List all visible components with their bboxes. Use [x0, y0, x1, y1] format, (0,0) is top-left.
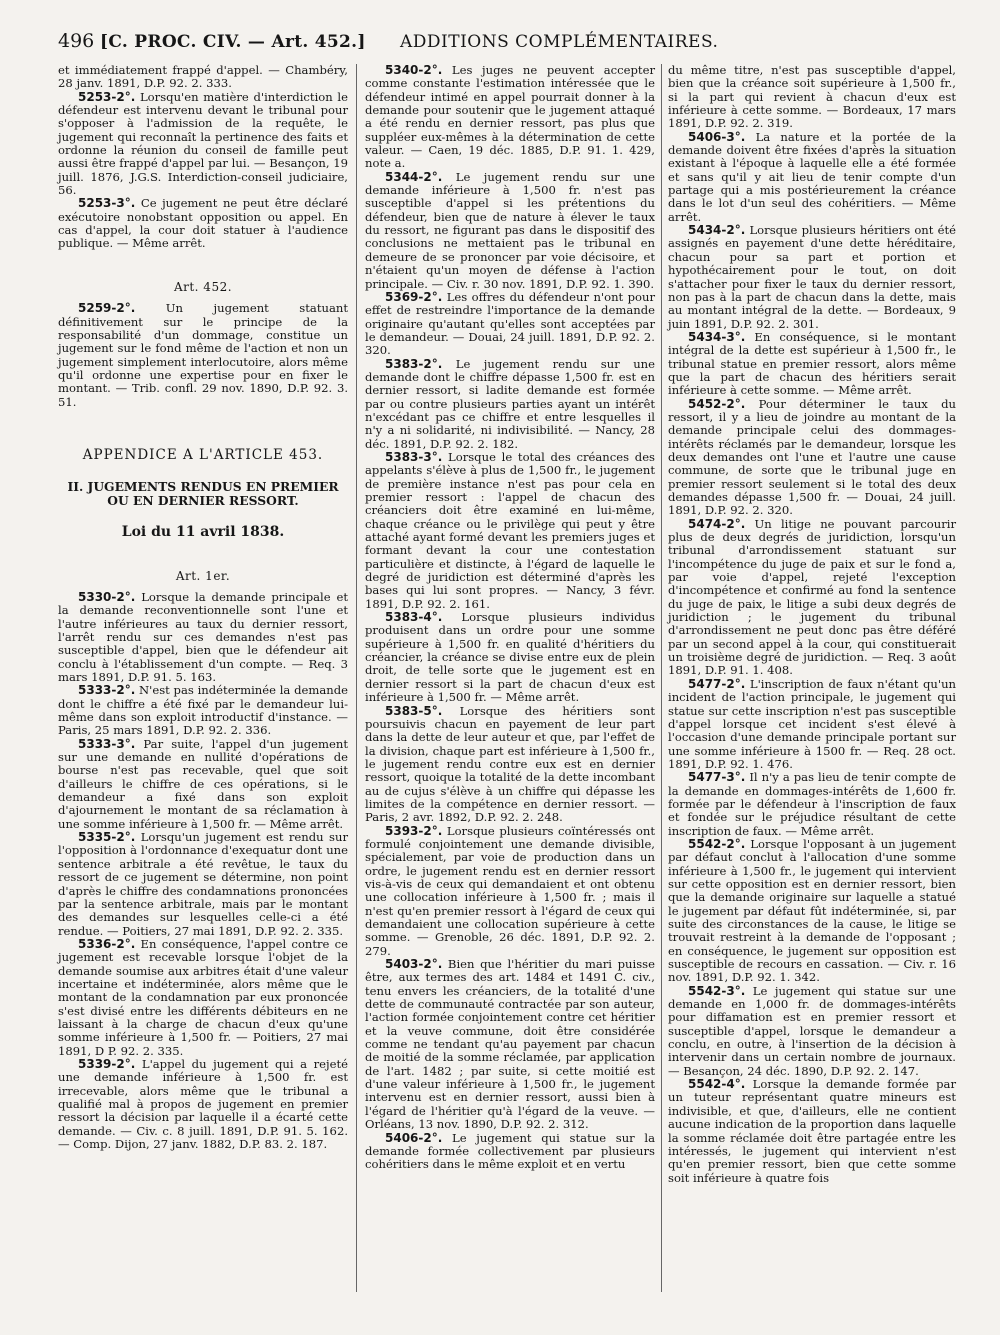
paragraph-text: Lorsque la demande formée par un tuteur représentant quatre mineurs est indivisible, et que, d'ailleurs, elle ne contient aucune indication de la proportion dans laquelle la somme réclamée doit être partagée entre les intéressés, le jugement qui intervient n'est qu'en premier ressort, bien que cette somme soit inférieure à quatre fois	[668, 1077, 957, 1185]
paragraph-number: 5542-3°.	[688, 983, 746, 998]
paragraph-text: En conséquence, si le montant intégral de la dette est supérieur à 1,500 fr., le tribunal statue en premier ressort, alors même que la part de chacun des héritiers serait inférieure à cette somme. — Même arrêt.	[668, 329, 957, 398]
paragraph-text: Le jugement rendu sur une demande dont le chiffre dépasse 1,500 fr. est en dernier ressort, si ladite demande est formée par ou contre plusieurs parties ayant un intérêt n'excédant pas ce chiffre et entre lesquelles il n'y a ni solidarité, ni indivisibilité. — Nancy, 28 déc. 1891, D.P. 92. 2. 182.	[365, 356, 656, 451]
paragraph	[365, 958, 655, 1131]
paragraph	[365, 705, 655, 825]
paragraph-number: 5477-2°.	[688, 676, 746, 691]
paragraph-number: 5474-2°.	[688, 516, 746, 531]
paragraph-text: N'est pas indéterminée la demande dont le chiffre a été fixé par le demandeur lui-même dans son exploit introductif d'instance. — Paris, 25 mars 1891, D.P. 92. 2. 336.	[58, 683, 349, 738]
paragraph-number: 5253-2°.	[78, 89, 136, 104]
spacer	[58, 251, 348, 281]
paragraph-text: Pour déterminer le taux du ressort, il y a lieu de joindre au montant de la demande principale celui des dommages-intérêts réclamés par le demandeur, lorsque les deux demandes ont l'une et l'autre une cause commune, de sorte que le tribunal juge en premier ressort seulement si le total des deux demandes dépasse 1,500 fr. — Douai, 24 juill. 1891, D.P. 92. 2. 320.	[668, 396, 957, 518]
column-rule	[356, 64, 357, 1292]
column-rule	[661, 64, 662, 1292]
spacer	[58, 540, 348, 570]
paragraph-number: 5336-2°.	[78, 936, 136, 951]
paragraph	[365, 611, 655, 704]
paragraph	[668, 1078, 956, 1185]
paragraph-number: 5339-2°.	[78, 1056, 136, 1071]
paragraph-text: Lorsque des héritiers sont poursuivis chacun en payement de leur part dans la dette de leur auteur et que, par l'effet de la division, chaque part est inférieure à 1,500 fr., le jugement rendu contre eux est en dernier ressort, quoique la totalité de la dette incombant au de cujus s'élève à un chiffre qui dépasse les limites de la compétence en dernier ressort. — Paris, 2 avr. 1892, D.P. 92. 2. 248.	[365, 703, 655, 825]
paragraph-text: L'inscription de faux n'étant qu'un incident de l'action principale, le jugement qui statue sur cette inscription n'est pas susceptible d'appel lorsque cet incident s'est élevé à l'occasion d'une demande principale portant sur une somme inférieure à 1500 fr. — Req. 28 oct. 1891, D.P. 92. 1. 476.	[668, 676, 956, 771]
paragraph	[668, 678, 956, 771]
paragraph-text: Lorsqu'un jugement est rendu sur l'opposition à l'ordonnance d'exequatur dont une sentence arbitrale a été revêtue, le taux du ressort de ce jugement se détermine, non point d'après le chiffre des condamnations prononcées par la sentence arbitrale, mais par le montant des demandes sur lesquelles celle-ci a été rendue. — Poitiers, 27 mai 1891, D.P. 92. 2. 335.	[58, 830, 348, 938]
paragraph	[668, 985, 956, 1078]
paragraph-text: Le jugement qui statue sur la demande formée collectivement par plusieurs cohéritiers dans le même exploit et en vertu	[365, 1130, 656, 1172]
paragraph-text: Lorsque plusieurs héritiers ont été assignés en payement d'une dette héréditaire, chacun pour sa part et portion et hypothécairement pour le tout, on doit s'attacher pour fixer le taux du dernier ressort, non pas à la part de chacun dans la dette, mais au montant intégral de la dette. — Bordeaux, 9 juin 1891, D.P. 92. 2. 301.	[668, 223, 956, 331]
paragraph-text: Ce jugement ne peut être déclaré exécutoire nonobstant opposition ou appel. En cas d'appel, la cour doit statuer à l'audience publique. — Même arrêt.	[58, 196, 348, 251]
paragraph-text: Lorsque plusieurs coïntéressés ont formulé conjointement une demande divisible, spécialement, par voie de production dans un ordre, le jugement rendu est en dernier ressort vis-à-vis de ceux qui demandaient et ont obtenu une collocation inférieure à 1,500 fr. ; mais il n'est qu'en premier ressort à l'égard de ceux qui demandaient une collocation supérieure à cette somme. — Grenoble, 26 déc. 1891, D.P. 92. 2. 279.	[365, 823, 655, 958]
paragraph-number: 5340-2°.	[385, 63, 443, 77]
paragraph-text: du même titre, n'est pas susceptible d'appel, bien que la créance soit supérieure à 1,500 fr., si la part qui revient à chacun d'eux est inférieure à cette somme. — Bordeaux, 17 mars 1891, D.P. 92. 2. 319.	[668, 63, 956, 131]
paragraph-number: 5383-2°.	[385, 356, 443, 371]
paragraph-number: 5452-2°.	[688, 396, 746, 411]
paragraph-number: 5259-2°.	[78, 301, 136, 316]
paragraph	[668, 398, 956, 518]
paragraph	[365, 451, 655, 611]
paragraph-number: 5403-2°.	[385, 957, 443, 972]
column-left	[58, 64, 348, 1151]
paragraph	[668, 224, 956, 331]
paragraph-number: 5406-3°.	[688, 129, 746, 144]
paragraph-text: Lorsqu'en matière d'interdiction le défendeur est intervenu devant le tribunal pour s'opposer à l'admission de la requête, le jugement qui reconnaît la pertinence des faits et ordonne la réunion du conseil de famille peut aussi être frappé d'appel par lui. — Besançon, 19 juill. 1876, J.G.S. Interdiction-conseil judiciaire, 56.	[58, 89, 348, 198]
paragraph-number: 5330-2°.	[78, 589, 136, 604]
paragraph-text: Le jugement qui statue sur une demande en 1,000 fr. de dommages-intérêts pour diffamation est en premier ressort et susceptible d'appel, lorsque le demandeur a conclu, en outre, à l'insertion de la décision à intervenir dans un certain nombre de journaux. — Besançon, 24 déc. 1890, D.P. 92. 2. 147.	[668, 983, 957, 1078]
paragraph	[365, 358, 655, 451]
appendix-heading: APPENDICE A L'ARTICLE 453.	[82, 446, 324, 463]
paragraph	[668, 64, 956, 131]
paragraph-text: L'appel du jugement qui a rejeté une demande inférieure à 1,500 fr. est irrecevable, alors même que le tribunal a qualifié mal à propos de jugement en premier ressort la décision par laquelle il a écarté cette demande. — Civ. c. 8 juill. 1891, D.P. 91. 5. 162. — Comp. Dijon, 27 janv. 1882, D.P. 83. 2. 187.	[58, 1056, 349, 1152]
paragraph	[58, 1058, 348, 1151]
paragraph-text: Bien que l'héritier du mari puisse être, aux termes des art. 1484 et 1491 C. civ., tenu envers les créanciers, de la totalité d'une dette de communauté contractée par son auteur, l'action formée conjointement contre cet héritier et la veuve commune, doit être considérée comme ne tendant qu'au payement par chacun de moitié de la somme réclamée, par application de l'art. 1482 ; par suite, si cette moitié est d'une valeur inférieure à 1,500 fr., le jugement intervenu est en dernier ressort, aussi bien à l'égard de l'héritier qu'à l'égard de la veuve. — Orléans, 13 nov. 1890, D.P. 92. 2. 312.	[365, 957, 655, 1132]
paragraph	[58, 738, 348, 831]
paragraph-number: 5406-2°.	[385, 1130, 443, 1145]
paragraph-text: Le jugement rendu sur une demande inférieure à 1,500 fr. n'est pas susceptible d'appel si les prétentions du défendeur, bien que de nature à élever le taux du ressort, ne figurant pas dans le dispositif des conclusions ne mettaient pas le tribunal en demeure de se prononcer par voie décisoire, et n'étaient qu'un moyen de défense à l'action principale. — Civ. r. 30 nov. 1891, D.P. 92. 1. 390.	[365, 169, 656, 291]
article-heading: Art. 1er.	[175, 568, 231, 583]
paragraph	[58, 302, 348, 409]
paragraph-text: En conséquence, l'appel contre ce jugement est recevable lorsque l'objet de la demande soumise aux arbitres était d'une valeur incertaine et indéterminée, alors même que le montant de la condamnation par eux prononcée s'est divisé entre les différents débiteurs en ne laissant à la charge de chacun d'eux qu'une somme inférieure à 1,500 fr. — Poitiers, 27 mai 1891, D P. 92. 2. 335.	[58, 936, 349, 1058]
column-right	[668, 64, 956, 1185]
section-title: ADDITIONS COMPLÉMENTAIRES.	[400, 32, 719, 52]
paragraph-text: La nature et la portée de la demande doivent être fixées d'après la situation existant à l'époque à laquelle elle a été formée et sans qu'il y ait lieu de tenir compte d'un partage qui a mis postérieurement la créance dans le lot d'un seul des cohéritiers. — Même arrêt.	[668, 129, 957, 224]
running-title: [C. PROC. CIV. — Art. 452.]	[100, 32, 366, 52]
chapter-heading: II. JUGEMENTS RENDUS EN PREMIER OU EN DERNIER RESSORT.	[67, 479, 339, 509]
paragraph	[58, 91, 348, 198]
paragraph-text: Lorsque la demande principale et la demande reconventionnelle sont l'une et l'autre inférieures au taux du dernier ressort, l'arrêt rendu sur ces demandes n'est pas susceptible d'appel, bien que le défendeur ait conclu à l'établissement d'un compte. — Req. 3 mars 1891, D.P. 91. 5. 163.	[58, 589, 349, 684]
paragraph-number: 5333-2°.	[78, 683, 136, 698]
paragraph-number: 5383-5°.	[385, 703, 443, 718]
page-header	[58, 30, 944, 60]
paragraph	[668, 518, 956, 678]
paragraph-text: Par suite, l'appel d'un jugement sur une demande en nullité d'opérations de bourse n'est pas recevable, quel que soit d'ailleurs le chiffre de ces opérations, si le demandeur a fixé dans son exploit d'ajournement le montant de sa réclamation à une somme inférieure à 1,500 fr. — Même arrêt.	[58, 736, 348, 831]
paragraph-number: 5542-2°.	[688, 836, 746, 851]
article-heading: Art. 452.	[173, 279, 233, 294]
paragraph-text: Les juges ne peuvent accepter comme constante l'estimation intéressée que le défendeur intimé en appel pourrait donner à la demande pour soutenir que le jugement attaqué a été rendu en dernier ressort, pas plus que suppléer eux-mêmes à la détermination de cette valeur. — Caen, 19 déc. 1885, D.P. 91. 1. 429, note a.	[365, 63, 655, 171]
paragraph-number: 5383-3°.	[385, 449, 443, 464]
column-middle	[365, 64, 655, 1172]
paragraph	[58, 938, 348, 1058]
paragraph	[58, 64, 348, 91]
spacer	[58, 462, 348, 480]
paragraph-text: Il n'y a pas lieu de tenir compte de la demande en dommages-intérêts de 1,600 fr. formée par le défendeur à l'inscription de faux et fondée sur le préjudice résultant de cette inscription de faux. — Même arrêt.	[668, 770, 957, 838]
paragraph	[58, 591, 348, 684]
paragraph-text: Lorsque plusieurs individus produisent dans un ordre pour une somme supérieure à 1,500 fr. en qualité d'héritiers du créancier, la créance se divise entre eux de plein droit, de telle sorte que le jugement est en dernier ressort si la part de chacun d'eux est inférieure à 1,500 fr. — Même arrêt.	[365, 610, 656, 705]
law-title: Loi du 11 avril 1838.	[121, 524, 285, 541]
page-number: 496	[58, 30, 95, 52]
paragraph-number: 5335-2°.	[78, 830, 136, 845]
paragraph-number: 5477-3°.	[688, 770, 746, 785]
paragraph	[58, 197, 348, 250]
paragraph-number: 5393-2°.	[385, 823, 443, 838]
paragraph	[668, 131, 956, 224]
paragraph-text: Lorsque le total des créances des appelants s'élève à plus de 1,500 fr., le jugement de première instance n'est pas pour cela en premier ressort : l'appel de chacun des créanciers doit être examiné en lui-même, chaque créance ou le privilège qui peut y être attaché ayant formé devant les premiers juges et formant devant la cour une contestation particulière et distincte, à l'égard de laquelle le degré de juridiction est déterminé d'après les bases qui lui sont propres. — Nancy, 3 févr. 1891, D.P. 92. 2. 161.	[365, 449, 655, 611]
paragraph	[58, 684, 348, 737]
paragraph-number: 5434-2°.	[688, 223, 746, 238]
paragraph	[365, 825, 655, 958]
paragraph	[668, 838, 956, 985]
paragraph-number: 5542-4°.	[688, 1077, 746, 1092]
paragraph	[365, 64, 655, 171]
paragraph-text: Lorsque l'opposant à un jugement par défaut conclut à l'allocation d'une somme inférieure à 1,500 fr., le jugement qui intervient sur cette opposition est en dernier ressort, bien que la demande originaire sur laquelle a statué le jugement par défaut fût indéterminée, si, par suite des circonstances de la cause, le litige se trouvait restreint à la demande de l'opposant ; en conséquence, le jugement sur opposition est susceptible de recours en cassation. — Civ. r. 16 nov. 1891, D.P. 92. 1. 342.	[668, 836, 956, 985]
paragraph-text: Un jugement statuant définitivement sur le principe de la responsabilité d'un dommage, constitue un jugement sur le fond même de l'action et non un jugement simplement interlocutoire, alors même qu'il ordonne une expertise pour en fixer le montant. — Trib. confl. 29 nov. 1890, D.P. 92. 3. 51.	[58, 301, 348, 409]
paragraph	[365, 171, 655, 291]
paragraph	[668, 331, 956, 398]
paragraph-number: 5383-4°.	[385, 610, 443, 625]
paragraph-number: 5369-2°.	[385, 289, 443, 304]
paragraph-text: et immédiatement frappé d'appel. — Chambéry, 28 janv. 1891, D.P. 92. 2. 333.	[58, 63, 348, 91]
paragraph-text: Un litige ne pouvant parcourir plus de deux degrés de juridiction, lorsqu'un tribunal d'arrondissement statuant sur l'incompétence du juge de paix et sur le fond a, par voie d'appel, rejeté l'exception d'incompétence et confirmé au fond la sentence du juge de paix, le litige a subi deux degrés de juridiction ; le jugement du tribunal d'arrondissement ne peut donc pas être déféré par un second appel à la cour, qui constituerait un troisième degré de juridiction. — Req. 3 août 1891, D.P. 91. 1. 408.	[668, 516, 956, 678]
paragraph	[58, 831, 348, 938]
paragraph	[365, 1132, 655, 1172]
paragraph	[365, 291, 655, 358]
paragraph-number: 5253-3°.	[78, 196, 136, 211]
paragraph-number: 5434-3°.	[688, 329, 746, 344]
spacer	[58, 409, 348, 449]
paragraph-number: 5344-2°.	[385, 169, 443, 184]
paragraph-text: Les offres du défendeur n'ont pour effet de restreindre l'importance de la demande originaire qu'autant qu'elles sont acceptées par le demandeur. — Douai, 24 juill. 1891, D.P. 92. 2. 320.	[365, 289, 656, 358]
paragraph-number: 5333-3°.	[78, 736, 136, 751]
paragraph	[668, 771, 956, 838]
